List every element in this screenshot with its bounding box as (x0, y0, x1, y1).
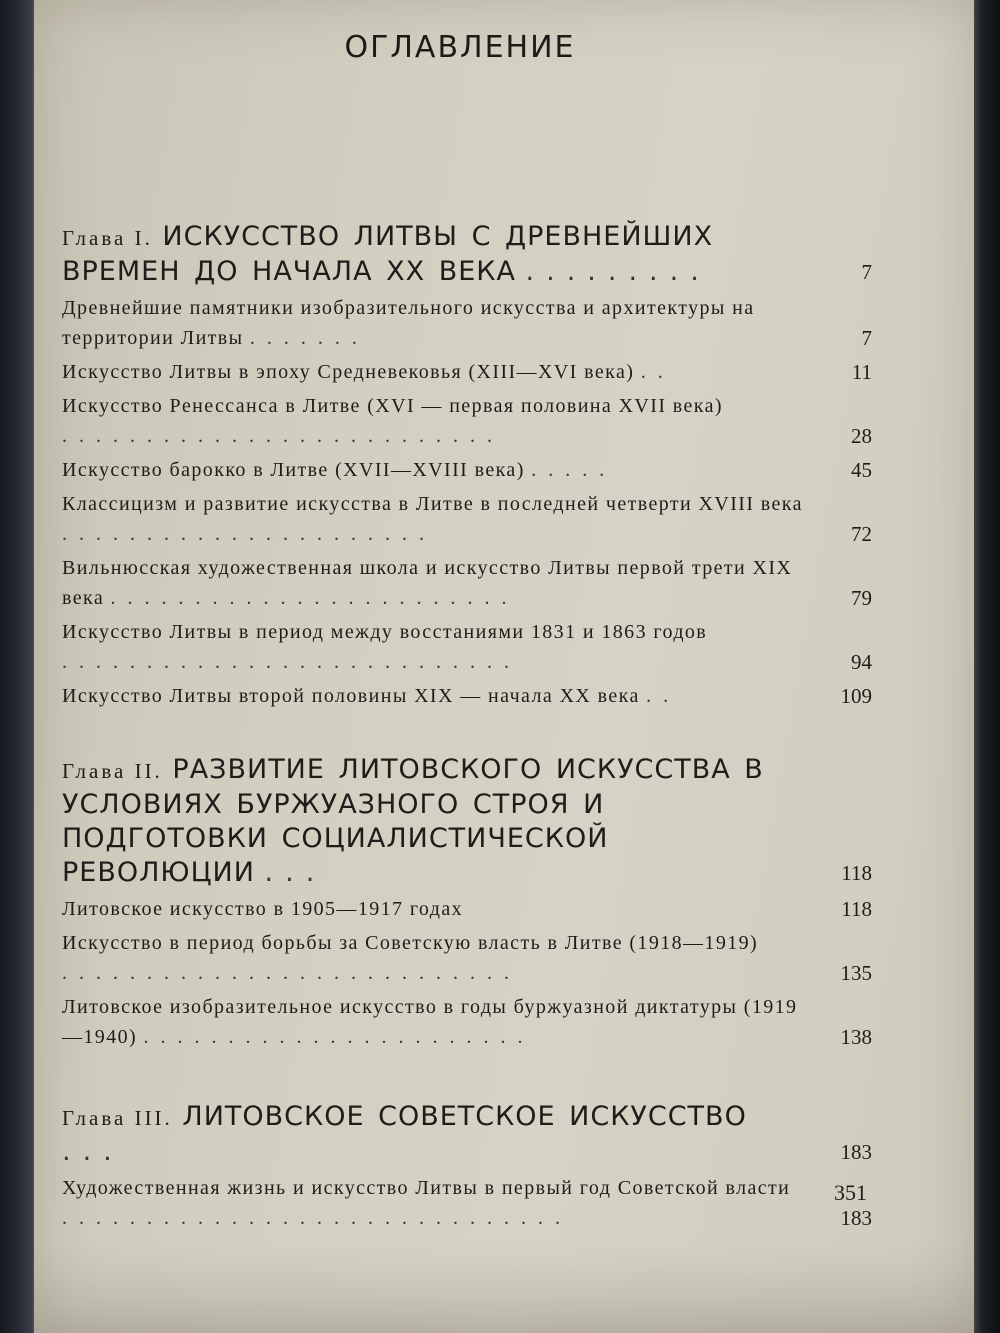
toc-entry: Литовское изобразительное искусство в годы буржуазной диктатуры (1919—1940) ....................... 138 (62, 992, 872, 1052)
toc-entry-page: 79 (851, 586, 872, 610)
page-shadow (34, 1243, 974, 1333)
toc-entry-text: Древнейшие памятники изобразительного искусства и архитектуры на территории Литвы (62, 297, 755, 349)
chapter-2 (62, 753, 872, 1052)
toc-entry: Художественная жизнь и искусство Литвы в первый год Советской власти .............................. 183 (62, 1173, 872, 1233)
toc-entry-text: Искусство Литвы второй половины XIX — начала XX века (62, 685, 640, 707)
chapter-3 (62, 1100, 872, 1233)
toc-entry-page: 11 (851, 360, 872, 384)
toc-entry-page: 135 (840, 961, 872, 985)
toc-entry-text: Литовское изобразительное искусство в годы буржуазной диктатуры (1919—1940) (62, 996, 798, 1048)
toc-entry-page: 45 (851, 458, 872, 482)
toc-entry-page: 183 (840, 1206, 872, 1230)
toc-entry: Вильнюсская художественная школа и искусство Литвы первой трети XIX века ........................ 79 (62, 553, 872, 613)
toc-entry-text: Искусство в период борьбы за Советскую власть в Литве (1918—1919) (62, 932, 759, 954)
toc-entry-text: Искусство Литвы в эпоху Средневековья (XIII—XVI века) (62, 361, 635, 383)
chapter-1 (62, 220, 872, 711)
toc-entry (62, 894, 872, 924)
toc-entry-text: Искусство Ренессанса в Литве (XVI — первая половина XVII века) (62, 395, 723, 417)
chapter-3-label: Глава III. (62, 1106, 173, 1130)
toc-entry-page: 72 (851, 522, 872, 546)
chapter-2-page: 118 (841, 861, 872, 885)
toc-entry-page: 94 (851, 650, 872, 674)
chapter-3-title: ЛИТОВСКОЕ СОВЕТСКОЕ ИСКУССТВО (182, 1101, 747, 1132)
toc-entry: Искусство Литвы в период между восстаниями 1831 и 1863 годов ........................... 94 (62, 617, 872, 677)
page-number: 351 (834, 1180, 867, 1205)
toc-entry-page: 138 (840, 1025, 872, 1049)
chapter-2-title: РАЗВИТИЕ ЛИТОВСКОГО ИСКУССТВА В УСЛОВИЯХ БУРЖУАЗНОГО СТРОЯ И ПОДГОТОВКИ СОЦИАЛИСТИЧЕСКОЙ РЕВОЛЮЦИИ (62, 754, 764, 888)
chapter-3-page: 183 (840, 1140, 872, 1164)
chapter-1-heading: Глава I. ИСКУССТВО ЛИТВЫ С ДРЕВНЕЙШИХ ВРЕМЕН ДО НАЧАЛА XX ВЕКА ......... 7 (62, 221, 872, 287)
toc-entry-page: 7 (861, 326, 872, 350)
toc-entry-text: Вильнюсская художественная школа и искусство Литвы первой трети XIX века (62, 557, 793, 609)
chapter-2-heading: Глава II. РАЗВИТИЕ ЛИТОВСКОГО ИСКУССТВА В УСЛОВИЯХ БУРЖУАЗНОГО СТРОЯ И ПОДГОТОВКИ СОЦИАЛИСТИЧЕСКОЙ РЕВОЛЮЦИИ ... 118 (62, 754, 872, 888)
toc-entry-page: 109 (840, 684, 872, 708)
toc-entry-text: Искусство Литвы в период между восстаниями 1831 и 1863 годов (62, 621, 708, 643)
chapter-1-page: 7 (861, 260, 872, 284)
toc-entry-text: Классицизм и развитие искусства в Литве в последней четверти XVIII века (62, 493, 803, 515)
toc-entry: Искусство в период борьбы за Советскую власть в Литве (1918—1919) ........................... 135 (62, 928, 872, 988)
page-title: ОГЛАВЛЕНИЕ (344, 30, 576, 65)
toc-entry: Искусство Ренессанса в Литве (XVI — первая половина XVII века) .......................... 28 (62, 391, 872, 451)
toc-entry: Классицизм и развитие искусства в Литве в последней четверти XVIII века ...................... 72 (62, 489, 872, 549)
chapter-2-label: Глава II. (62, 759, 163, 783)
chapter-1-label: Глава I. (62, 226, 153, 250)
toc-entry: Искусство барокко в Литве (XVII—XVIII века) ..... 45 (62, 455, 872, 485)
toc-entry-page: 28 (851, 424, 872, 448)
chapter-3-heading: Глава III. ЛИТОВСКОЕ СОВЕТСКОЕ ИСКУССТВО ... 183 (62, 1101, 872, 1167)
table-of-contents (62, 220, 872, 1255)
book-cover-right (970, 0, 1000, 1333)
toc-entry-text: Литовское искусство в 1905—1917 годах (62, 898, 464, 920)
toc-entry: Искусство Литвы в эпоху Средневековья (XIII—XVI века) .. 11 (62, 357, 872, 387)
toc-entry-page: 118 (841, 897, 872, 921)
chapter-1-title: ИСКУССТВО ЛИТВЫ С ДРЕВНЕЙШИХ ВРЕМЕН ДО НАЧАЛА XX ВЕКА (62, 221, 714, 287)
toc-entry-text: Художественная жизнь и искусство Литвы в первый год Советской власти (62, 1177, 791, 1199)
toc-entry: Древнейшие памятники изобразительного искусства и архитектуры на территории Литвы ....... 7 (62, 293, 872, 353)
toc-entry-text: Искусство барокко в Литве (XVII—XVIII века) (62, 459, 525, 481)
toc-entry: Искусство Литвы второй половины XIX — начала XX века .. 109 (62, 681, 872, 711)
